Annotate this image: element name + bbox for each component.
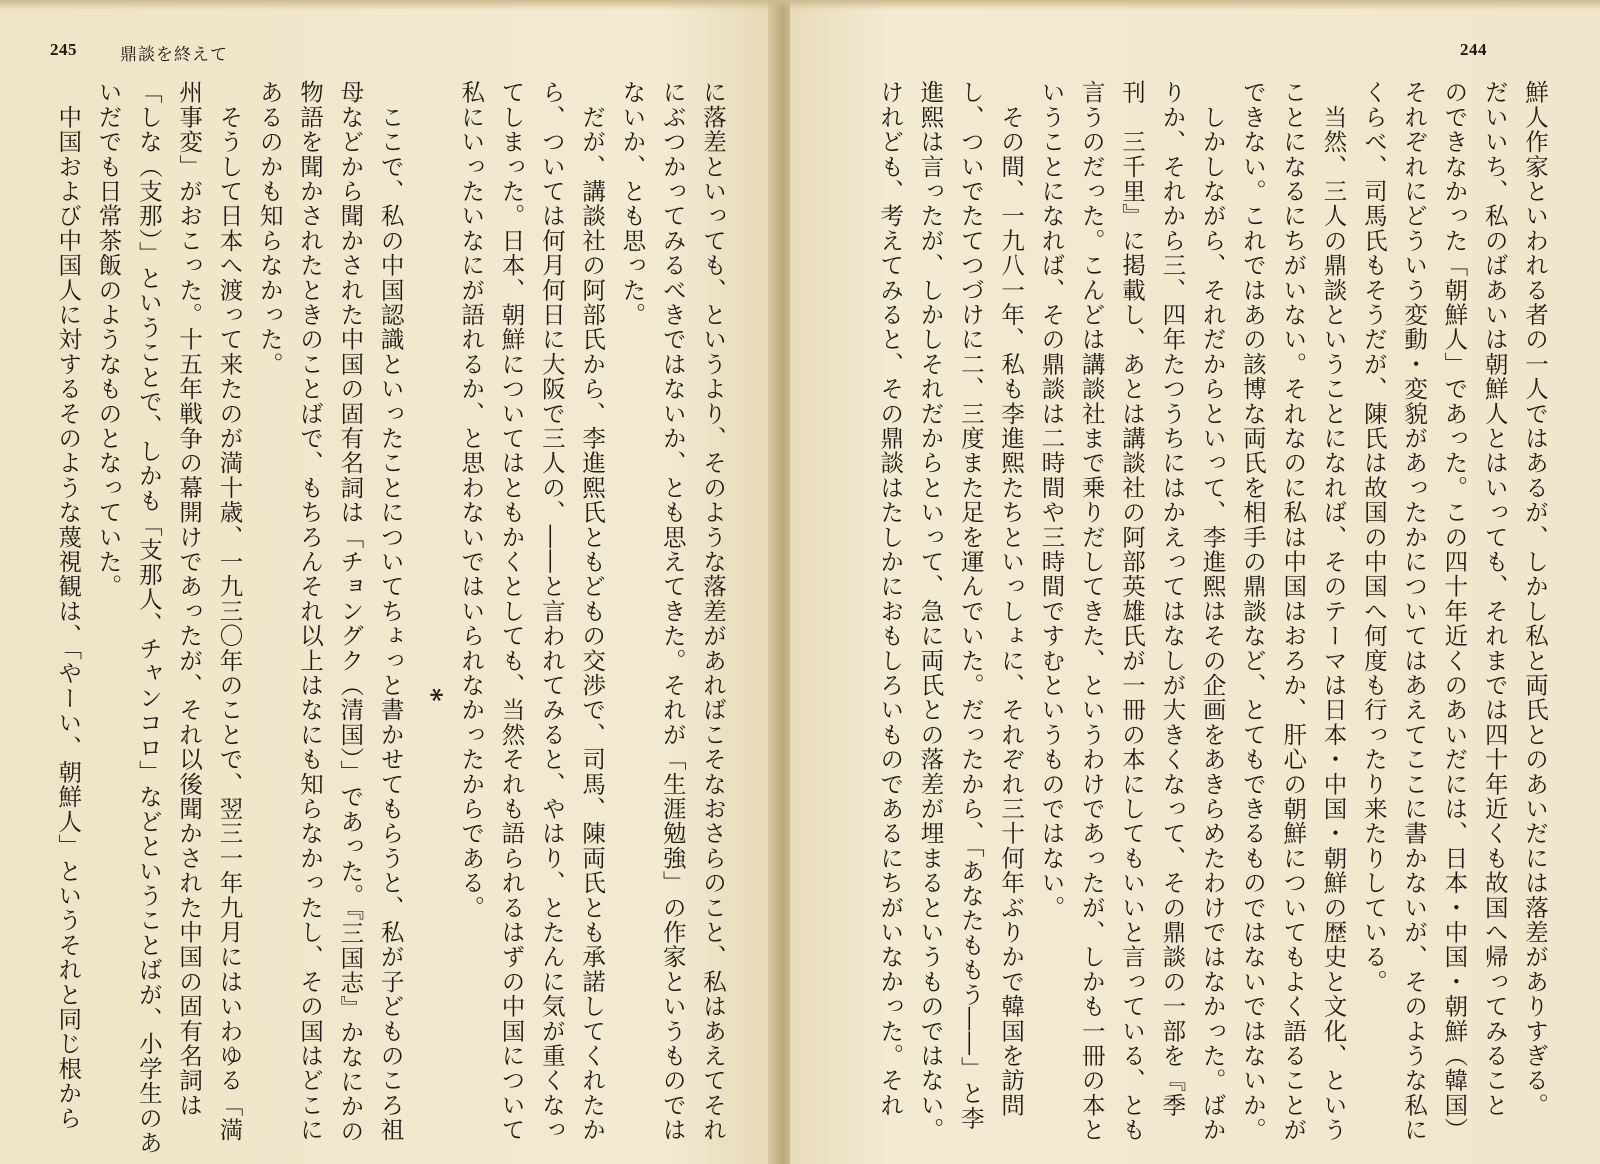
- text-line: 母などから聞かされた中国の固有名詞は「チョングク（清国）」であった。『三国志』かなにかの: [336, 80, 365, 1144]
- text-line: その間、一九八一年、私も李進熙たちといっしょに、それぞれ三十何年ぶりかで韓国を訪問: [997, 80, 1026, 1118]
- text-line: 刊 三千里』に掲載し、あとは講談社の阿部英雄氏が一冊の本にしてもいいと言っている、とも: [1118, 80, 1147, 1143]
- left-page-body: [48, 80, 733, 1156]
- text-line: あるのかも知らなかった。: [255, 80, 284, 377]
- text-line: 「しな（支那）」ということで、しかも「支那人、チャンコロ」などということばが、小学生のあ: [134, 80, 163, 1156]
- text-line: のできなかった「朝鮮人」であった。この四十年近くのあいだには、日本・中国・朝鮮（韓国）: [1440, 80, 1469, 1143]
- text-line: 進熙は言ったが、しかしそれだからといって、急に両氏との落差が埋まるというものではない。: [916, 80, 945, 1143]
- page-top-edge: [0, 0, 1600, 10]
- text-line: ここで、私の中国認識といったことについてちょっと書かせてもらうと、私が子どものころ祖: [376, 80, 405, 1143]
- text-line: 州事変」がおこった。十五年戦争の幕開けであったが、それ以後聞かされた中国の固有名詞は: [175, 80, 204, 1118]
- text-line: ないか、とも思った。: [618, 80, 647, 327]
- text-line: だいいち、私のばあいは朝鮮人とはいっても、それまでは四十年近くも故国へ帰ってみること: [1480, 80, 1509, 1118]
- text-line: 物語を聞かされたときのことばで、もちろんそれ以上はなにも知らなかったし、その国はどこに: [296, 80, 325, 1143]
- text-line: しかしながら、それだからといって、李進熙はその企画をあきらめたわけではなかった。ばか: [1198, 80, 1227, 1143]
- text-line: 私にいったいなにが語れるか、と思わないではいられなかったからである。: [457, 80, 486, 920]
- text-line: し、ついでたてつづけに二、三度また足を運んでいた。だったから、「あなたももう――」と李: [956, 80, 985, 1131]
- text-line: そうして日本へ渡って来たのが満十歳、一九三〇年のことで、翌三一年九月にはいわゆる「満: [215, 80, 244, 1143]
- page-number-left: 245: [50, 40, 77, 59]
- text-line: にぶつかってみるべきではないか、とも思えてきた。それが「生涯勉強」の作家というものでは: [658, 80, 687, 1143]
- section-break-asterisk: *: [415, 687, 446, 703]
- text-line: できない。これではあの該博な両氏を相手の鼎談など、とてもできるものではないではないか。: [1238, 80, 1267, 1143]
- text-line: くらべ、司馬氏もそうだが、陳氏は故国の中国へ何度も行ったり来たりしている。: [1359, 80, 1388, 994]
- text-line: 鮮人作家といわれる者の一人ではあるが、しかし私と両氏とのあいだには落差がありすぎる。: [1521, 80, 1549, 1118]
- text-line: それぞれにどういう変動・変貌があったかについてはあえてここに書かないが、そのような私に: [1400, 80, 1429, 1143]
- text-line: 中国および中国人に対するそのような蔑視観は、「やーい、朝鮮人」というそれと同じ根から: [54, 80, 83, 1131]
- text-line: りか、それから三、四年たつうちにはかえってはなしが大きくなって、その鼎談の一部を『季: [1158, 80, 1187, 1118]
- text-line: ことになるにちがいない。それなのに私は中国はおろか、肝心の朝鮮についてもよく語ることが: [1279, 80, 1308, 1143]
- right-page: [790, 0, 1600, 1164]
- left-page: [0, 0, 780, 1164]
- text-line: 言うのだった。こんどは講談社まで乗りだしてきた、というわけであったが、しかも一冊の本と: [1077, 80, 1106, 1143]
- text-line: だが、講談社の阿部氏から、李進熙氏ともどもの交渉で、司馬、陳両氏とも承諾してくれたか: [578, 80, 607, 1143]
- text-line: 当然、三人の鼎談ということになれば、そのテーマは日本・中国・朝鮮の歴史と文化、という: [1319, 80, 1348, 1143]
- text-line: に落差といっても、というより、そのような落差があればこそなおさらのこと、私はあえてそれ: [699, 80, 727, 1143]
- running-head: 鼎談を終えて: [120, 45, 228, 65]
- text-line: いうことになれば、その鼎談は二時間や三時間ですむというものではない。: [1037, 80, 1066, 920]
- text-line: けれども、考えてみると、その鼎談はたしかにおもしろいものであるにちがいなかった。それ: [876, 80, 905, 1118]
- right-page-body: [845, 80, 1555, 1143]
- text-line: いだでも日常茶飯のようなものとなっていた。: [94, 80, 123, 599]
- text-line: ら、ついては何月何日に大阪で三人の、――と言われてみると、やはり、とたんに気が重くなっ: [537, 80, 566, 1143]
- text-line: てしまった。日本、朝鮮についてはともかくとしても、当然それも語られるはずの中国について: [497, 80, 526, 1143]
- page-number-right: 244: [1460, 40, 1487, 59]
